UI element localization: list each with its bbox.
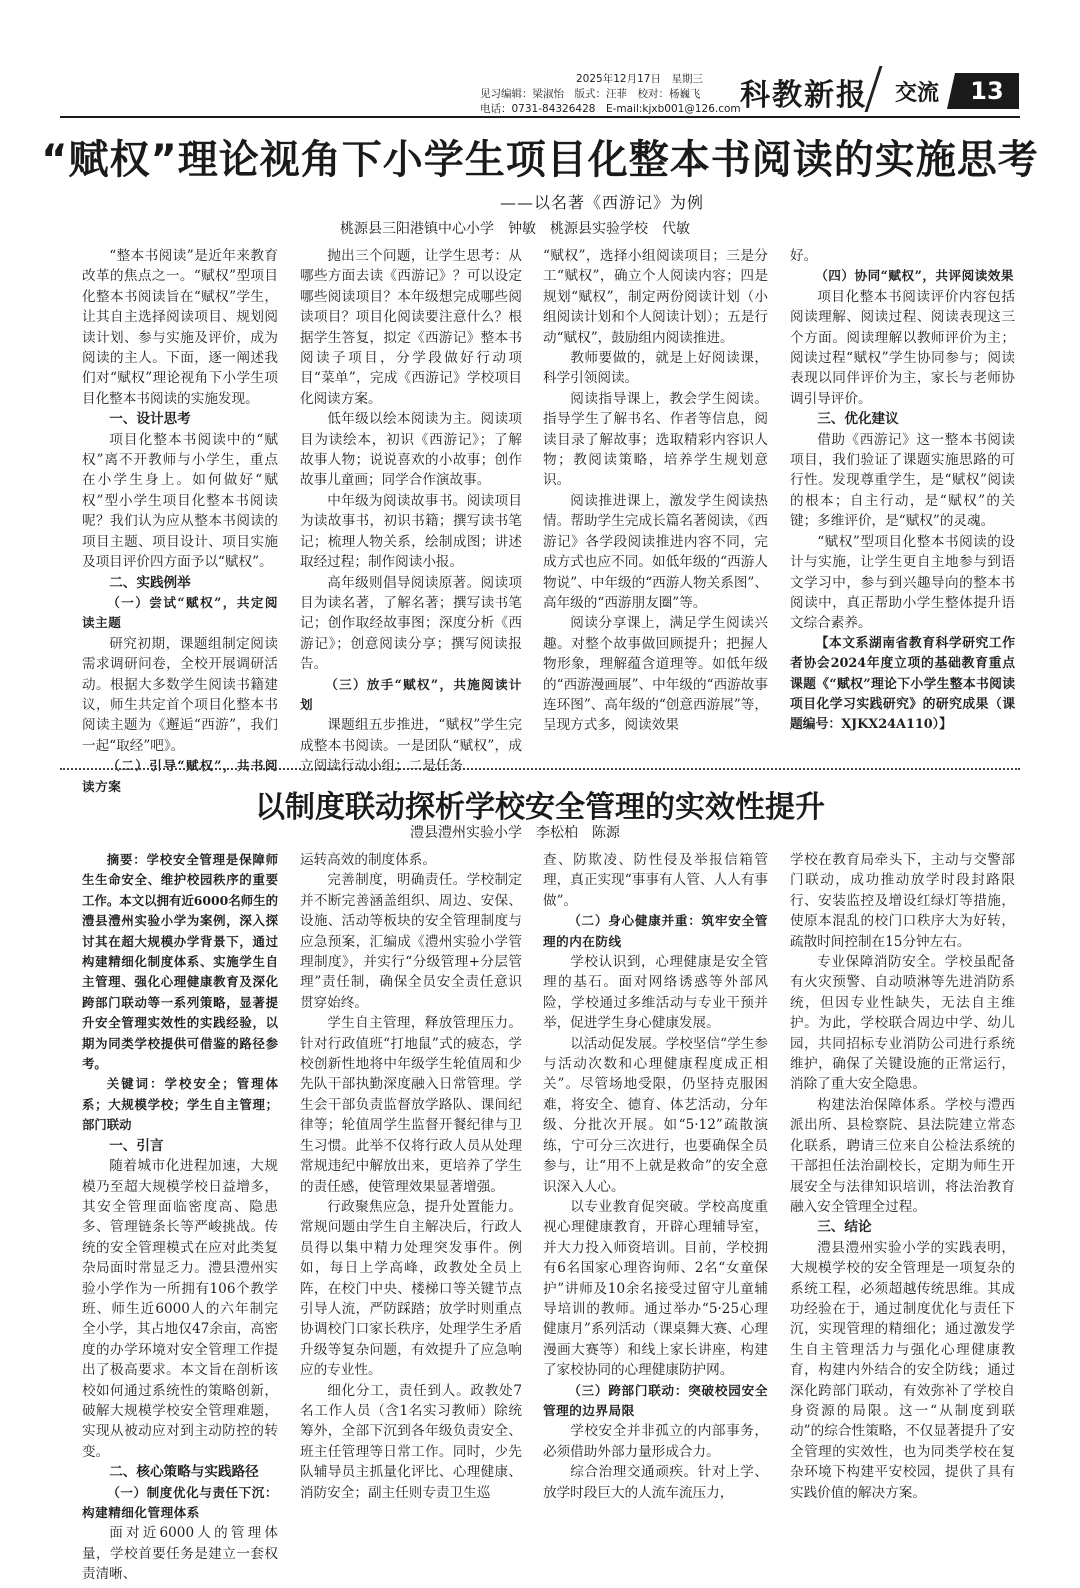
issue-meta <box>480 72 741 117</box>
paragraph: 行政聚焦应急，提升处置能力。常规问题由学生自主解决后，行政人员得以集中精力处理突发事件。例如，每日上学高峰，政教处全员上阵，在校门中央、楼梯口等关键节点引导人流，严防踩踏；放学时则重点协调校门口家长秩序，处理学生矛盾升级等复杂问题，有效提升了应急响应的专业性。 <box>300 1198 522 1379</box>
article1-title: “赋权”理论视角下小学生项目化整本书阅读的实施思考 <box>41 137 1039 183</box>
paragraph: 阅读分享课上，满足学生阅读兴趣。对整个故事做回顾提升；把握人物形象，理解蕴含道理等。如低年级的“西游漫画展”、中年级的“西游故事连环图”、高年级的“创意西游展”等，呈现方式多，阅读效果 <box>543 615 768 734</box>
paragraph: “整本书阅读”是近年来教育改革的焦点之一。“赋权”型项目化整本书阅读旨在“赋权”学生，让其自主选择阅读项目、规划阅读计划、参与实施及评价，成为阅读的主人。下面，逐一阐述我们对“赋权”理论视角下小学生项目化整本书阅读的实施发现。 <box>82 248 278 407</box>
paragraph: 课题组五步推进，“赋权”学生完成整本书阅读。一是团队“赋权”，成立阅读行动小组；二是任务 <box>300 717 522 775</box>
section-heading: 一、设计思考 <box>109 411 191 428</box>
paragraph: 面对近6000人的管理体量，学校首要任务是建立一套权责清晰、 <box>82 1525 278 1583</box>
article1-column-3 <box>543 246 768 736</box>
article1-subtitle: ——以名著《西游记》为例 <box>500 193 705 212</box>
paragraph: 高年级则倡导阅读原著。阅读项目为读名著，了解名著；撰写读书笔记；创作取经故事图；深度分析《西游记》；创意阅读分享；撰写阅读报告。 <box>300 574 522 673</box>
paragraph: 运转高效的制度体系。 <box>300 852 436 868</box>
paragraph: “赋权”型项目化整本书阅读的设计与实施，让学生更自主地参与到语文学习中，参与到兴趣导向的整本书阅读中，真正帮助小学生整体提升语文综合素养。 <box>790 533 1015 632</box>
issue-date: 2025年12月17日 星期三 <box>576 73 703 85</box>
paragraph: 细化分工，责任到人。政教处7名工作人员（含1名实习教师）除统筹外，全部下沉到各年级负责安全、班主任管理等日常工作。同时，少先队辅导员主抓量化评比、心理健康、消防安全；副主任则专责卫生巡 <box>300 1382 522 1501</box>
article2-column-3 <box>543 850 768 1503</box>
subsection-heading: （二）引导“赋权”，共书阅读方案 <box>82 758 278 794</box>
paragraph: 好。 <box>790 248 818 264</box>
article2-column-4 <box>790 850 1015 1503</box>
keywords: 关键词：学校安全；管理体系；大规模学校；学生自主管理；部门联动 <box>82 1076 278 1133</box>
paragraph: 查、防欺凌、防性侵及举报信箱管理，真正实现“事事有人管、人人有事做”。 <box>543 852 768 909</box>
section-heading: 一、引言 <box>109 1137 164 1154</box>
masthead <box>0 0 1080 120</box>
section-heading: 三、优化建议 <box>817 411 899 428</box>
paragraph: 学校在教育局牵头下，主动与交警部门联动，成功推动放学时段封路限行、安装监控及增设红绿灯等措施，使原本混乱的校门口秩序大为好转，疏散时间控制在15分钟左右。 <box>790 852 1015 950</box>
paragraph: 阅读指导课上，教会学生阅读。指导学生了解书名、作者等信息，阅读目录了解故事；选取精彩内容识人物；教阅读策略，培养学生规划意识。 <box>543 390 768 489</box>
paper-name: 科教新报 <box>740 78 868 113</box>
paragraph: 中年级为阅读故事书。阅读项目为读故事书，初识书籍；撰写读书笔记；梳理人物关系，绘制成图；讲述取经过程；制作阅读小报。 <box>300 492 522 571</box>
paragraph: 构建法治保障体系。学校与澧西派出所、县检察院、县法院建立常态化联系，聘请三位来自公检法系统的干部担任法治副校长，定期为师生开展安全与法律知识培训，将法治教育融入安全管理全过程。 <box>790 1096 1015 1215</box>
subsection-heading: （二）身心健康并重：筑牢安全管理的内在防线 <box>543 913 768 949</box>
subsection-heading: （四）协同“赋权”，共评阅读效果 <box>815 268 1014 284</box>
paragraph: 专业保障消防安全。学校虽配备有火灾预警、自动喷淋等先进消防系统，但因专业性缺失，无法自主维护。为此，学校联合周边中学、幼儿园，共同招标专业消防公司进行系统维护，确保了关键设施的正常运行，消除了重大安全隐患。 <box>790 954 1015 1093</box>
paragraph: 抛出三个问题，让学生思考：从哪些方面去读《西游记》？可以设定哪些阅读项目？本年级想完成哪些阅读项目？项目化阅读要注意什么？根据学生答复，拟定《西游记》整本书阅读子项目，分学段做好行动项目“菜单”，完成《西游记》学校项目化阅读方案。 <box>300 248 522 407</box>
article-separator <box>60 768 1020 770</box>
funding-note: 【本文系湖南省教育科学研究工作者协会2024年度立项的基础教育重点课题《“赋权”理论下小学生整本书阅读项目化学习实践研究》的研究成果（课题编号：XJKX24A110）】 <box>790 635 1015 733</box>
article1-column-4 <box>790 246 1015 736</box>
paragraph: 项目化整本书阅读评价内容包括阅读理解、阅读过程、阅读表现这三个方面。阅读理解以教师评价为主；阅读过程“赋权”学生协同参与；阅读表现以同伴评价为主，家长与老师协调引导评价。 <box>790 288 1015 407</box>
paragraph: 随着城市化进程加速，大规模乃至超大规模学校日益增多，其安全管理面临密度高、隐患多、管理链条长等严峻挑战。传统的安全管理模式在应对此类复杂局面时常显乏力。澧县澧州实验小学作为一所拥有106个教学班、师生近6000人的六年制完全小学，其占地仅47余亩，高密度的办学环境对安全管理工作提出了极高要求。本文旨在剖析该校如何通过系统性的策略创新，破解大规模学校安全管理难题，实现从被动应对到主动防控的转变。 <box>82 1158 278 1460</box>
editors-line: 见习编辑：梁淑怡 版式：汪菲 校对：杨巍飞 <box>480 88 701 100</box>
subsection-heading: （三）放手“赋权”，共施阅读计划 <box>300 676 522 712</box>
paragraph: 以专业教育促突破。学校高度重视心理健康教育，开辟心理辅导室，并大力投入师资培训。目前，学校拥有6名国家心理咨询师、2名“女童保护”讲师及10余名接受过留守儿童辅导培训的教师。通过举办“5·25心理健康月”系列活动（课桌舞大赛、心理漫画大赛等）和线上家长讲座，构建了家校协同的心理健康防护网。 <box>543 1198 768 1379</box>
article1-column-1 <box>82 246 278 797</box>
paragraph: “赋权”，选择小组阅读项目；三是分工“赋权”，确立个人阅读内容；四是规划“赋权”，制定两份阅读计划（小组阅读计划和个人阅读计划）；五是行动“赋权”，鼓励组内阅读推进。 <box>543 248 768 346</box>
paragraph: 完善制度，明确责任。学校制定并不断完善涵盖组织、周边、安保、设施、活动等板块的安全管理制度与应急预案，汇编成《澧州实验小学管理制度》，并实行“分级管理+分层管理”责任制，确保全员安全责任意识贯穿始终。 <box>300 872 522 1011</box>
paragraph: 以活动促发展。学校坚信“学生参与活动次数和心理健康程度成正相关”。尽管场地受限，仍坚持克服困难，将安全、德育、体艺活动，分年级、分批次开展。如“5·12”疏散演练，宁可分三次进行，也要确保全员参与，让“用不上就是救命”的安全意识深入人心。 <box>543 1035 768 1195</box>
article2-column-2 <box>300 850 522 1503</box>
article1-authors: 桃源县三阳港镇中心小学 钟敏 桃源县实验学校 代敏 <box>340 221 690 237</box>
article2-column-1 <box>82 850 278 1585</box>
paragraph: 低年级以绘本阅读为主。阅读项目为读绘本，初识《西游记》；了解故事人物；说说喜欢的小故事；创作故事儿童画；同学合作演故事。 <box>300 411 522 489</box>
paragraph: 学校安全并非孤立的内部事务，必须借助外部力量形成合力。 <box>543 1423 768 1460</box>
paragraph: 学生自主管理，释放管理压力。针对行政值班“打地鼠”式的疲态，学校创新性地将中年级学生轮值周和少先队干部执勤深度融入日常管理。学生会干部负责监督放学路队、课间纪律等；轮值周学生监督开餐纪律与卫生习惯。此举不仅将行政人员从处理常规违纪中解放出来，更培养了学生的责任感，使管理效果显著增强。 <box>300 1015 522 1195</box>
section-name: 交流 <box>895 81 940 106</box>
top-rule <box>60 116 1020 118</box>
article1-column-2 <box>300 246 522 777</box>
paragraph: 阅读推进课上，激发学生阅读热情。帮助学生完成长篇名著阅读，《西游记》各学段阅读推进内容不同，完成方式也应不同。如低年级的“西游人物说”、中年级的“西游人物关系图”、高年级的“西游朋友圈”等。 <box>543 492 768 611</box>
subsection-heading: （三）跨部门联动：突破校园安全管理的边界局限 <box>543 1382 768 1418</box>
paragraph: 借助《西游记》这一整本书阅读项目，我们验证了课题实施思路的可行性。发现尊重学生，是“赋权”阅读的根本；自主行动，是“赋权”的关键；多维评价，是“赋权”的灵魂。 <box>790 431 1015 530</box>
contact-line: 电话：0731-84326428 E-mail:kjxb001@126.com <box>480 103 741 115</box>
subsection-heading: （一）尝试“赋权”，共定阅读主题 <box>82 594 278 631</box>
abstract: 摘要：学校安全管理是保障师生生命安全、维护校园秩序的重要工作。本文以拥有近6000名师生的澧县澧州实验小学为案例，深入探讨其在超大规模办学背景下，通过构建精细化制度体系、实施学生自主管理、强化心理健康教育及深化跨部门联动等一系列策略，显著提升安全管理实效性的实践经验，以期为同类学校提供可借鉴的路径参考。 <box>82 852 278 1072</box>
paragraph: 综合治理交通顽疾。针对上学、放学时段巨大的人流车流压力， <box>543 1464 768 1501</box>
subsection-heading: （一）制度优化与责任下沉：构建精细化管理体系 <box>82 1484 278 1520</box>
page-number: 13 <box>955 73 1019 109</box>
section-heading: 二、实践例举 <box>109 574 191 591</box>
article2-authors: 澧县澧州实验小学 李松柏 陈源 <box>410 825 620 841</box>
paragraph: 项目化整本书阅读中的“赋权”离不开教师与小学生，重点在小学生身上。如何做好“赋权”型小学生项目化整本书阅读呢？我们认为应从整本书阅读的项目主题、项目设计、项目实施及项目评价四方面予以“赋权”。 <box>82 431 278 571</box>
section-heading: 三、结论 <box>817 1219 872 1236</box>
paragraph: 学校认识到，心理健康是安全管理的基石。面对网络诱惑等外部风险，学校通过多维活动与专业干预并举，促进学生身心健康发展。 <box>543 954 768 1032</box>
article2-title: 以制度联动探析学校安全管理的实效性提升 <box>255 790 825 825</box>
section-heading: 二、核心策略与实践路径 <box>109 1464 259 1481</box>
paragraph: 澧县澧州实验小学的实践表明，大规模学校的安全管理是一项复杂的系统工程，必须超越传统思维。其成功经验在于，通过制度优化与责任下沉，实现管理的精细化；通过激发学生自主管理活力与强化心理健康教育，构建内外结合的安全防线；通过深化跨部门联动，有效弥补了学校自身资源的局限。这一“从制度到联动”的综合性策略，不仅显著提升了安全管理的实效性，也为同类学校在复杂环境下构建平安校园，提供了具有实践价值的解决方案。 <box>790 1239 1015 1501</box>
paragraph: 研究初期，课题组制定阅读需求调研问卷，全校开展调研活动。根据大多数学生阅读书籍建议，师生共定首个项目化整本书阅读主题为《邂逅“西游”，我们一起“取经”吧》。 <box>82 635 278 754</box>
paragraph: 教师要做的，就是上好阅读课，科学引领阅读。 <box>543 350 768 387</box>
